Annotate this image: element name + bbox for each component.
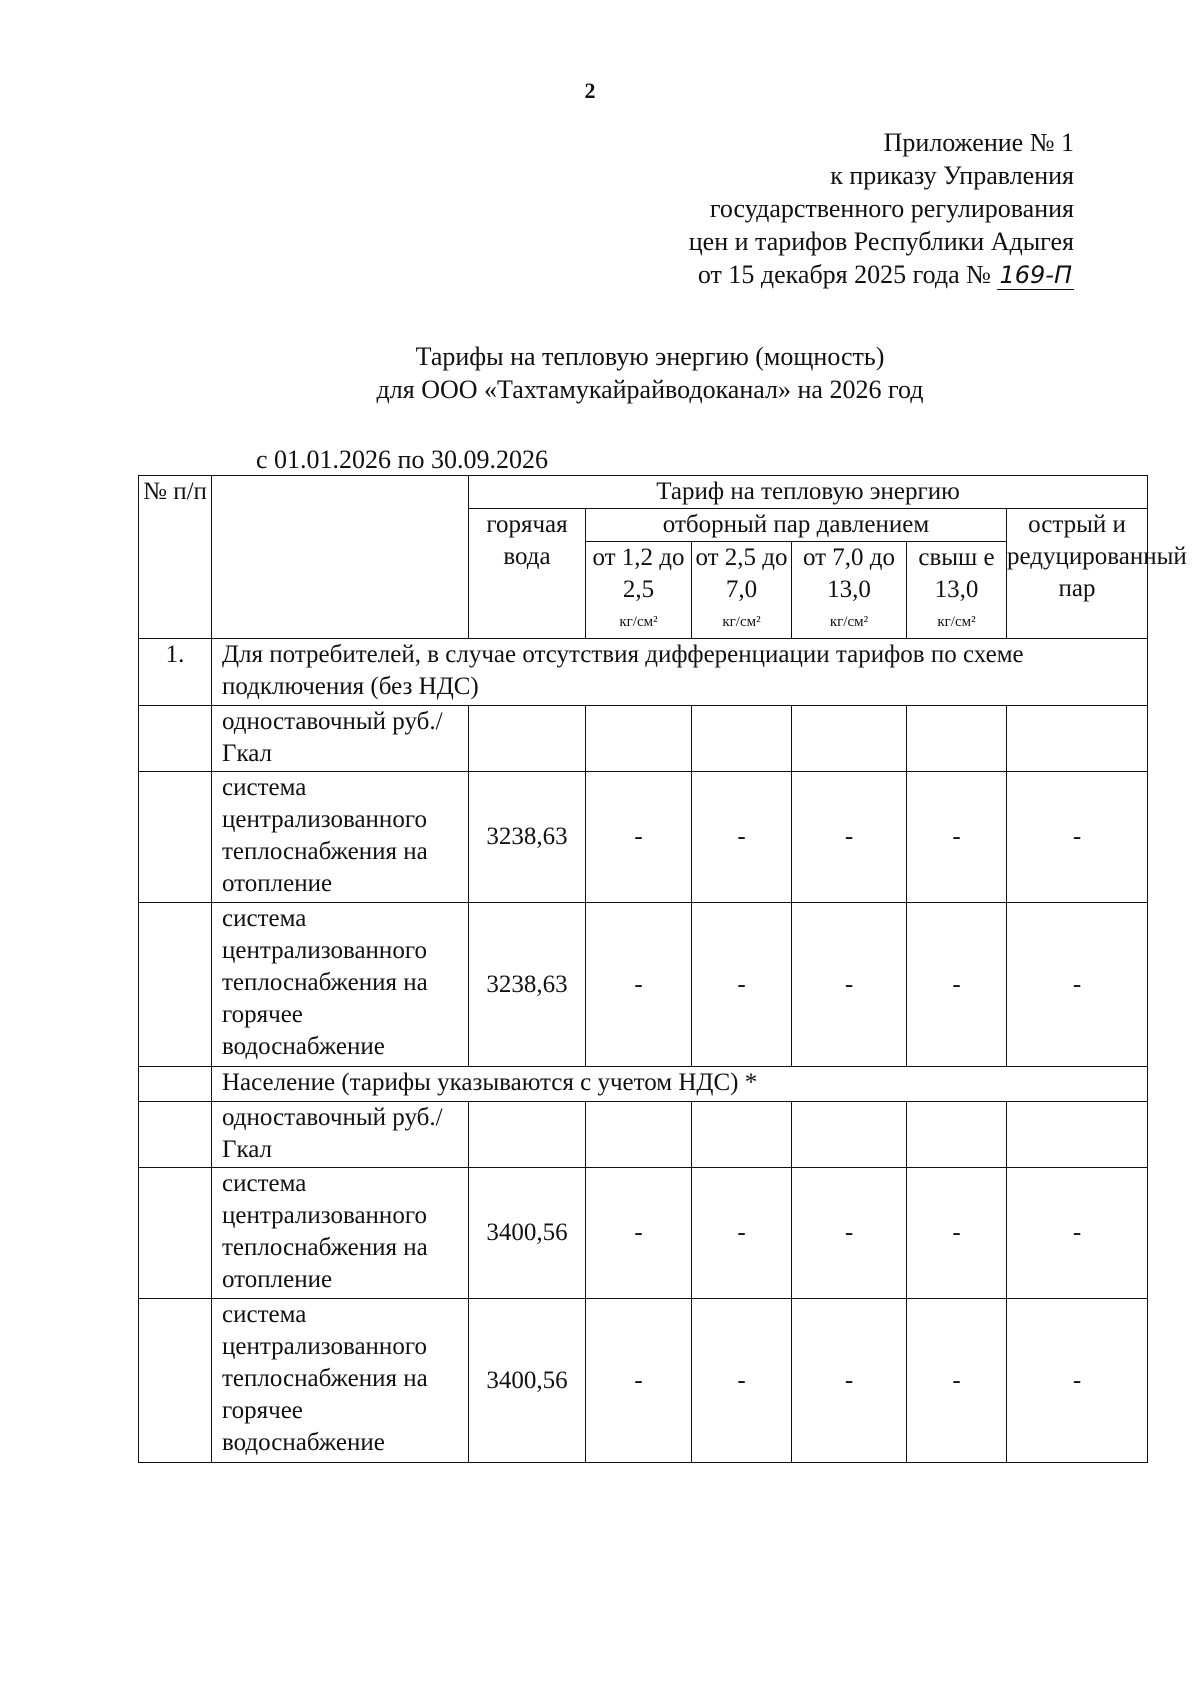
- hot-water-value: 3400,56: [469, 1168, 586, 1299]
- header-pressure-3-label: от 7,0 до 13,0: [802, 544, 896, 603]
- document-title: [0, 340, 1200, 406]
- appendix-line-2: к приказу Управления: [830, 161, 1074, 190]
- hot-water-value: 3400,56: [469, 1299, 586, 1463]
- order-number: 169-П: [999, 261, 1072, 289]
- dash-cell: -: [792, 772, 907, 903]
- table-cell-empty: [792, 1102, 907, 1168]
- row-label: система централизованного теплоснабжения на горячее водоснабжение: [212, 903, 469, 1067]
- header-pressure-3-unit: кг/см²: [829, 614, 869, 630]
- table-cell-empty: [139, 903, 212, 1067]
- header-pressure-1-unit: кг/см²: [619, 614, 658, 630]
- hot-water-value: 3238,63: [469, 772, 586, 903]
- section-1-number: 1.: [139, 639, 212, 706]
- table-cell-empty: [692, 706, 792, 772]
- validity-period: с 01.01.2026 по 30.09.2026: [256, 445, 548, 474]
- header-steam-group: отборный пар давлением: [586, 509, 1007, 542]
- dash-cell: -: [692, 1168, 792, 1299]
- dash-cell: -: [907, 903, 1007, 1067]
- dash-cell: -: [907, 1299, 1007, 1463]
- table-cell-empty: [139, 706, 212, 772]
- table-cell-empty: [1007, 706, 1148, 772]
- section-2-title: Население (тарифы указываются с учетом НДС) *: [212, 1067, 1148, 1102]
- header-pressure-2-label: от 2,5 до 7,0: [695, 544, 788, 603]
- dash-cell: -: [692, 772, 792, 903]
- hot-water-value: 3238,63: [469, 903, 586, 1067]
- table-cell-empty: [586, 706, 692, 772]
- dash-cell: -: [586, 1168, 692, 1299]
- dash-cell: -: [792, 1168, 907, 1299]
- table-cell-empty: [139, 1102, 212, 1168]
- appendix-line-3: государственного регулирования: [709, 194, 1074, 223]
- table-row: [139, 903, 1148, 1067]
- table-cell-empty: [139, 772, 212, 903]
- header-pressure-1-label: от 1,2 до 2,5: [592, 544, 685, 603]
- table-cell-empty: [1007, 1102, 1148, 1168]
- header-tariff-group: Тариф на тепловую энергию: [469, 476, 1148, 509]
- dash-cell: -: [792, 903, 907, 1067]
- dash-cell: -: [792, 1299, 907, 1463]
- dash-cell: -: [907, 1168, 1007, 1299]
- header-pressure-3: [792, 542, 907, 639]
- table-cell-empty: [907, 706, 1007, 772]
- row-label: система централизованного теплоснабжения на отопление: [212, 1168, 469, 1299]
- table-cell-empty: [139, 1168, 212, 1299]
- header-pressure-4-label: свыш е 13,0: [918, 544, 995, 603]
- dash-cell: -: [692, 1299, 792, 1463]
- header-hot-water: горячая вода: [469, 509, 586, 639]
- title-line-1: Тарифы на тепловую энергию (мощность): [415, 342, 885, 371]
- row-label: система централизованного теплоснабжения на горячее водоснабжение: [212, 1299, 469, 1463]
- appendix-block: [689, 126, 1074, 292]
- appendix-date: от 15 декабря 2025 года №: [697, 260, 991, 289]
- header-pressure-1: [586, 542, 692, 639]
- appendix-line-1: Приложение № 1: [883, 128, 1074, 157]
- section-2-rate-type: одноставочный руб./Гкал: [212, 1102, 469, 1168]
- table-cell-empty: [907, 1102, 1007, 1168]
- appendix-line-4: цен и тарифов Республики Адыгея: [688, 227, 1074, 256]
- dash-cell: -: [586, 903, 692, 1067]
- table-cell-empty: [586, 1102, 692, 1168]
- header-pressure-2-unit: кг/см²: [722, 614, 761, 630]
- appendix-line-5: [689, 258, 1074, 292]
- table-cell-empty: [139, 1067, 212, 1102]
- dash-cell: -: [586, 772, 692, 903]
- section-1-title: Для потребителей, в случае отсутствия дифференциации тарифов по схеме подключения (без НДС): [212, 639, 1148, 706]
- table-cell-empty: [139, 1299, 212, 1463]
- dash-cell: -: [1007, 903, 1148, 1067]
- table-cell-empty: [469, 706, 586, 772]
- table-cell-empty: [469, 1102, 586, 1168]
- dash-cell: -: [1007, 1168, 1148, 1299]
- dash-cell: -: [1007, 1299, 1148, 1463]
- row-label: система централизованного теплоснабжения на отопление: [212, 772, 469, 903]
- dash-cell: -: [907, 772, 1007, 903]
- page-number: 2: [584, 78, 596, 103]
- tariff-table: [138, 475, 1187, 1463]
- section-1-rate-type: одноставочный руб./Гкал: [212, 706, 469, 772]
- dash-cell: -: [586, 1299, 692, 1463]
- table-row: [139, 1299, 1148, 1463]
- header-sharp-steam: острый и редуцированный пар: [1007, 509, 1148, 639]
- header-pressure-2: [692, 542, 792, 639]
- header-number: № п/п: [139, 476, 212, 639]
- dash-cell: -: [692, 903, 792, 1067]
- dash-cell: -: [1007, 772, 1148, 903]
- header-pressure-4: [907, 542, 1007, 639]
- header-empty: [212, 476, 469, 639]
- table-cell-empty: [692, 1102, 792, 1168]
- table-row: [139, 772, 1148, 903]
- table-cell-empty: [792, 706, 907, 772]
- table-row: [139, 1168, 1148, 1299]
- header-pressure-4-unit: кг/см²: [937, 614, 976, 630]
- title-line-2: для ООО «Тахтамукайрайводоканал» на 2026 год: [376, 375, 924, 404]
